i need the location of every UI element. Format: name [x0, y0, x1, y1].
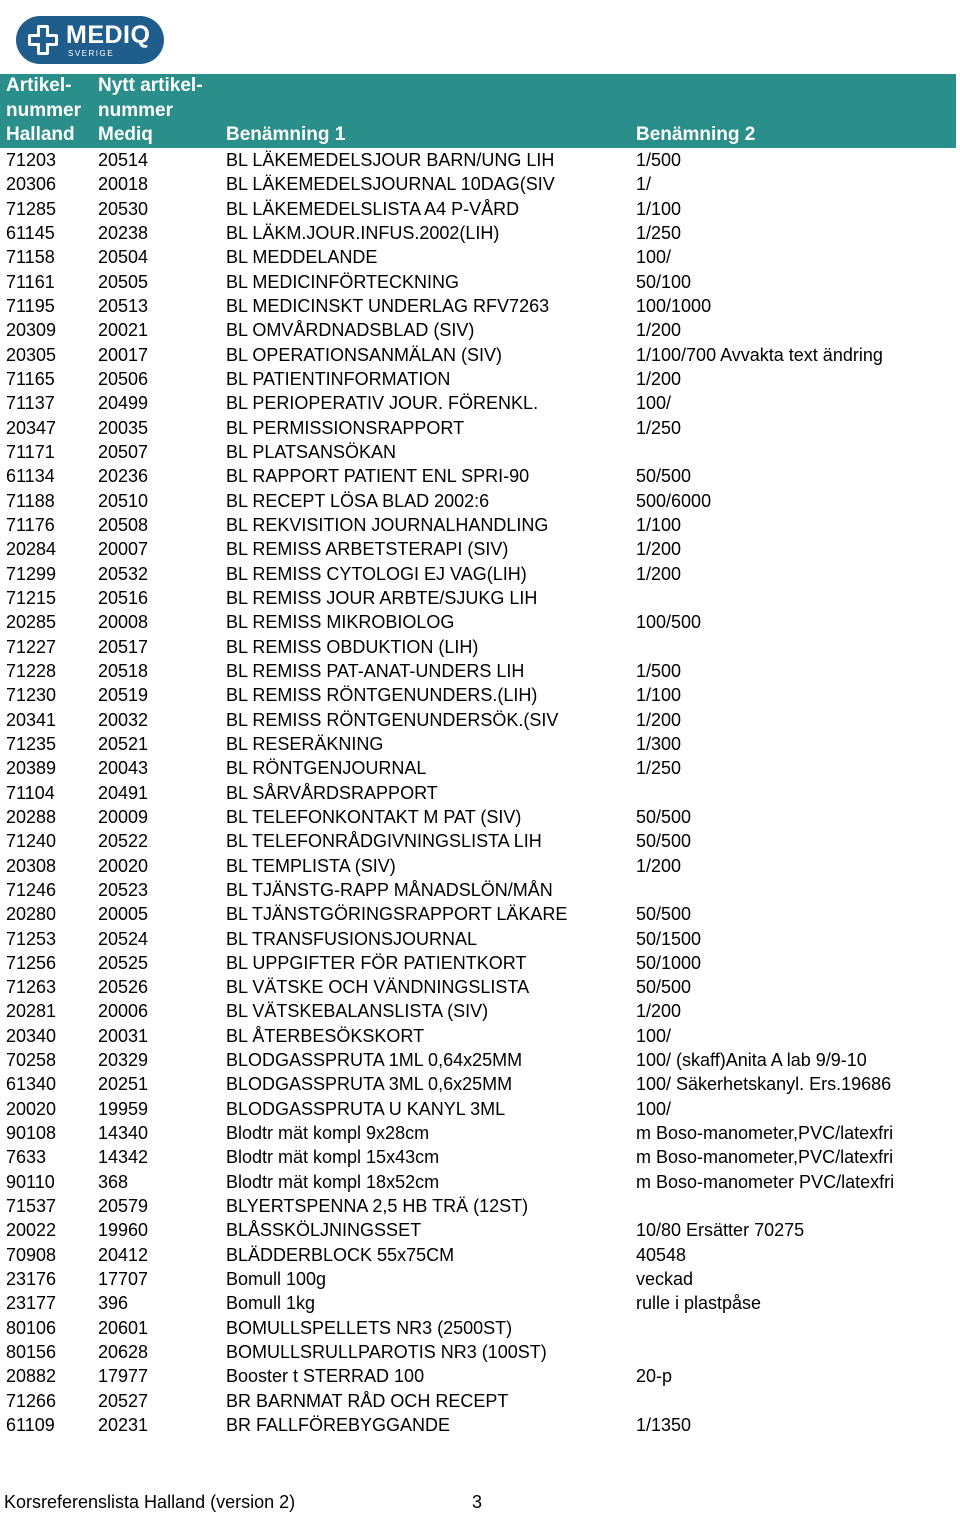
cell-artikelnummer-halland: 71228: [6, 660, 57, 681]
table-row: [0, 513, 960, 537]
table-row: [0, 878, 960, 902]
cell-artikelnummer-mediq: 20514: [98, 150, 149, 170]
cell-artikelnummer-halland: 20280: [6, 904, 57, 925]
cell-benamning-1: Blodtr mät kompl 15x43cm: [226, 1147, 440, 1168]
table-row: [0, 489, 960, 513]
cell-benamning-2: veckad: [636, 1269, 694, 1290]
cell-artikelnummer-mediq: 20238: [98, 222, 149, 243]
cell-artikelnummer-halland: 20389: [6, 758, 57, 779]
cell-benamning-1: BL REMISS CYTOLOGI EJ VAG(LIH): [226, 563, 527, 584]
cell-benamning-2: 1/250: [636, 417, 682, 438]
cell-benamning-2: 1/250: [636, 758, 682, 779]
cell-benamning-1: BL REKVISITION JOURNALHANDLING: [226, 514, 549, 535]
cell-artikelnummer-halland: 71246: [6, 879, 57, 900]
cell-benamning-1: BR BARNMAT RÅD OCH RECEPT: [226, 1390, 509, 1411]
cell-artikelnummer-halland: 71285: [6, 198, 57, 219]
cell-artikelnummer-mediq: 20491: [98, 782, 149, 803]
cell-artikelnummer-mediq: 368: [98, 1171, 129, 1192]
cell-artikelnummer-halland: 80156: [6, 1342, 57, 1363]
table-row: [0, 975, 960, 999]
cell-benamning-2: 50/500: [636, 904, 692, 925]
cell-artikelnummer-mediq: 20231: [98, 1415, 149, 1436]
cell-artikelnummer-mediq: 20505: [98, 271, 149, 292]
cell-artikelnummer-mediq: 20526: [98, 977, 149, 998]
cell-benamning-1: BLODGASSPRUTA U KANYL 3ML: [226, 1098, 506, 1119]
cell-artikelnummer-halland: 20347: [6, 417, 57, 438]
cell-artikelnummer-halland: 71161: [6, 271, 55, 292]
cell-artikelnummer-mediq: 20504: [98, 247, 149, 268]
table-row: [0, 999, 960, 1023]
cell-artikelnummer-mediq: 20506: [98, 368, 149, 389]
cell-benamning-2: 1/200: [636, 1001, 682, 1022]
page-number: 3: [472, 1492, 483, 1512]
cell-artikelnummer-halland: 7633: [6, 1147, 47, 1168]
cell-artikelnummer-halland: 90108: [6, 1123, 57, 1144]
table-row: [0, 343, 960, 367]
cell-benamning-1: Bomull 1kg: [226, 1293, 316, 1314]
cell-artikelnummer-halland: 80106: [6, 1317, 57, 1338]
cell-artikelnummer-mediq: 20530: [98, 198, 149, 219]
cell-benamning-2: 1/250: [636, 222, 682, 243]
cell-benamning-2: 1/200: [636, 539, 682, 560]
cell-artikelnummer-mediq: 20527: [98, 1390, 149, 1411]
header-artikelnummer-halland: Artikel- nummer Halland: [6, 75, 81, 145]
cell-benamning-1: BLODGASSPRUTA 1ML 0,64x25MM: [226, 1050, 523, 1071]
table-row: [0, 148, 960, 172]
cell-benamning-1: BL TEMPLISTA (SIV): [226, 855, 396, 876]
cell-artikelnummer-mediq: 20329: [98, 1050, 149, 1071]
cell-benamning-1: BL TRANSFUSIONSJOURNAL: [226, 928, 478, 949]
table-row: [0, 172, 960, 196]
cell-benamning-1: BL LÄKEMEDELSJOURNAL 10DAG(SIV: [226, 174, 555, 195]
cell-benamning-1: BLYERTSPENNA 2,5 HB TRÄ (12ST): [226, 1196, 529, 1217]
cell-benamning-1: BL RESERÄKNING: [226, 733, 384, 754]
cell-benamning-1: BL REMISS OBDUKTION (LIH): [226, 636, 479, 657]
table-row: [0, 1170, 960, 1194]
cell-benamning-2: rulle i plastpåse: [636, 1293, 762, 1314]
cell-artikelnummer-halland: 71176: [6, 514, 55, 535]
table-row: [0, 1048, 960, 1072]
header-benamning-1: Benämning 1: [226, 124, 346, 145]
cell-artikelnummer-mediq: 17707: [98, 1269, 149, 1290]
cell-artikelnummer-halland: 71299: [6, 563, 57, 584]
table-row: [0, 221, 960, 245]
cell-benamning-2: m Boso-manometer PVC/latexfri: [636, 1171, 895, 1192]
cell-benamning-1: BL LÄKEMEDELSLISTA A4 P-VÅRD: [226, 198, 520, 219]
cell-artikelnummer-halland: 71165: [6, 368, 55, 389]
cell-artikelnummer-halland: 61134: [6, 466, 55, 487]
cell-benamning-2: 100/: [636, 1098, 672, 1119]
cell-benamning-1: BL UPPGIFTER FÖR PATIENTKORT: [226, 952, 527, 973]
cell-benamning-2: 1/1350: [636, 1415, 692, 1436]
cell-benamning-1: Blodtr mät kompl 18x52cm: [226, 1171, 440, 1192]
table-body: [0, 148, 960, 1437]
cell-artikelnummer-halland: 20281: [6, 1001, 57, 1022]
table-row: [0, 367, 960, 391]
cell-benamning-2: 1/200: [636, 320, 682, 341]
cell-artikelnummer-mediq: 20021: [98, 320, 149, 341]
cell-artikelnummer-mediq: 20005: [98, 904, 149, 925]
cell-benamning-2: 1/100/700 Avvakta text ändring: [636, 344, 883, 365]
cell-benamning-1: Bomull 100g: [226, 1269, 327, 1290]
table-row: [0, 1389, 960, 1413]
cell-benamning-1: BL LÄKM.JOUR.INFUS.2002(LIH): [226, 222, 500, 243]
cell-benamning-1: BL MEDDELANDE: [226, 247, 378, 268]
cell-benamning-1: BL MEDICINFÖRTECKNING: [226, 271, 460, 292]
cell-artikelnummer-halland: 61340: [6, 1074, 57, 1095]
cell-benamning-2: m Boso-manometer,PVC/latexfri: [636, 1147, 894, 1168]
cell-benamning-2: 100/ Säkerhetskanyl. Ers.19686: [636, 1074, 892, 1095]
table-row: [0, 1194, 960, 1218]
cell-artikelnummer-mediq: 20516: [98, 587, 149, 608]
cell-benamning-1: BL REMISS RÖNTGENUNDERS.(LIH): [226, 685, 538, 706]
table-row: [0, 464, 960, 488]
cell-artikelnummer-halland: 20308: [6, 855, 57, 876]
table-row: [0, 294, 960, 318]
cell-benamning-2: 1/100: [636, 198, 682, 219]
cell-benamning-2: 50/500: [636, 806, 692, 827]
table-row: [0, 1267, 960, 1291]
table-row: [0, 1316, 960, 1340]
cell-benamning-2: 100/: [636, 1025, 672, 1046]
cell-artikelnummer-halland: 61109: [6, 1415, 55, 1436]
cell-artikelnummer-halland: 20340: [6, 1025, 57, 1046]
cell-benamning-1: BL REMISS PAT-ANAT-UNDERS LIH: [226, 660, 525, 681]
cell-artikelnummer-mediq: 20009: [98, 806, 149, 827]
cell-artikelnummer-mediq: 20521: [98, 733, 149, 754]
cell-artikelnummer-mediq: 20031: [98, 1025, 149, 1046]
cell-benamning-2: 1/500: [636, 150, 682, 170]
table-row: [0, 1243, 960, 1267]
table-row: [0, 1364, 960, 1388]
cell-benamning-2: 1/300: [636, 733, 682, 754]
table-row: [0, 318, 960, 342]
table-row: [0, 951, 960, 975]
cell-artikelnummer-halland: 70908: [6, 1244, 57, 1265]
cell-artikelnummer-mediq: 20532: [98, 563, 149, 584]
cell-benamning-2: 1/: [636, 174, 652, 195]
cell-artikelnummer-halland: 71263: [6, 977, 57, 998]
cell-artikelnummer-mediq: 19960: [98, 1220, 149, 1241]
cell-artikelnummer-halland: 71215: [6, 587, 57, 608]
cell-artikelnummer-halland: 71266: [6, 1390, 57, 1411]
cell-artikelnummer-halland: 71203: [6, 150, 57, 170]
cell-benamning-2: 100/: [636, 393, 672, 414]
table-row: [0, 562, 960, 586]
cell-artikelnummer-mediq: 20628: [98, 1342, 149, 1363]
cell-artikelnummer-mediq: 19959: [98, 1098, 149, 1119]
table-row: [0, 245, 960, 269]
cell-artikelnummer-mediq: 396: [98, 1293, 129, 1314]
cell-benamning-1: BL VÄTSKEBALANSLISTA (SIV): [226, 1001, 489, 1022]
table-row: [0, 1121, 960, 1145]
cell-artikelnummer-mediq: 20018: [98, 174, 149, 195]
cell-benamning-1: BL REMISS ARBETSTERAPI (SIV): [226, 539, 509, 560]
cell-artikelnummer-mediq: 20035: [98, 417, 149, 438]
cell-artikelnummer-halland: 70258: [6, 1050, 57, 1071]
cell-benamning-2: 40548: [636, 1244, 687, 1265]
cell-artikelnummer-halland: 23177: [6, 1293, 57, 1314]
cell-artikelnummer-halland: 71230: [6, 685, 57, 706]
table-row: [0, 1024, 960, 1048]
cell-benamning-2: 1/200: [636, 368, 682, 389]
cell-artikelnummer-mediq: 20518: [98, 660, 149, 681]
cell-benamning-2: 100/500: [636, 612, 702, 633]
cell-benamning-1: BLÅSSKÖLJNINGSSET: [226, 1220, 422, 1241]
cell-benamning-1: BL MEDICINSKT UNDERLAG RFV7263: [226, 295, 550, 316]
cell-artikelnummer-mediq: 20601: [98, 1317, 149, 1338]
cell-artikelnummer-mediq: 20251: [98, 1074, 149, 1095]
table-row: [0, 1072, 960, 1096]
table-row: [0, 781, 960, 805]
table-row: [0, 610, 960, 634]
cell-benamning-2: 1/500: [636, 660, 682, 681]
cell-benamning-2: 1/200: [636, 709, 682, 730]
cell-artikelnummer-halland: 71195: [6, 295, 55, 316]
table-row: [0, 829, 960, 853]
cell-artikelnummer-mediq: 20236: [98, 466, 149, 487]
cell-benamning-2: 50/500: [636, 831, 692, 852]
cell-artikelnummer-halland: 20020: [6, 1098, 57, 1119]
cell-benamning-1: BL VÄTSKE OCH VÄNDNINGSLISTA: [226, 977, 530, 998]
cell-benamning-1: BL RÖNTGENJOURNAL: [226, 758, 427, 779]
logo-brand: MEDIQ: [66, 20, 151, 49]
table-row: [0, 440, 960, 464]
table-row: [0, 1413, 960, 1437]
cell-artikelnummer-mediq: 20499: [98, 393, 149, 414]
cell-artikelnummer-halland: 20341: [6, 709, 57, 730]
table-row: [0, 537, 960, 561]
cell-benamning-2: 100/1000: [636, 295, 712, 316]
cell-benamning-1: BL REMISS JOUR ARBTE/SJUKG LIH: [226, 587, 538, 608]
cell-benamning-2: 100/: [636, 247, 672, 268]
cell-artikelnummer-halland: 71235: [6, 733, 57, 754]
cell-benamning-1: BL TJÄNSTGÖRINGSRAPPORT LÄKARE: [226, 904, 568, 925]
cell-benamning-1: BL OPERATIONSANMÄLAN (SIV): [226, 344, 503, 365]
table-row: [0, 1340, 960, 1364]
cell-benamning-1: BL PATIENTINFORMATION: [226, 368, 451, 389]
cell-artikelnummer-mediq: 20517: [98, 636, 149, 657]
cell-artikelnummer-mediq: 20008: [98, 612, 149, 633]
cell-artikelnummer-mediq: 20020: [98, 855, 149, 876]
cell-benamning-1: BL PLATSANSÖKAN: [226, 441, 397, 462]
cell-artikelnummer-halland: 20305: [6, 344, 57, 365]
table-row: [0, 902, 960, 926]
cell-artikelnummer-mediq: 17977: [98, 1366, 149, 1387]
cell-artikelnummer-mediq: 20519: [98, 685, 149, 706]
cell-benamning-1: BL LÄKEMEDELSJOUR BARN/UNG LIH: [226, 150, 555, 170]
cell-benamning-1: BL TELEFONRÅDGIVNINGSLISTA LIH: [226, 831, 542, 852]
cell-artikelnummer-halland: 23176: [6, 1269, 57, 1290]
table-row: [0, 732, 960, 756]
cell-benamning-1: BL PERMISSIONSRAPPORT: [226, 417, 465, 438]
cell-benamning-2: 1/200: [636, 855, 682, 876]
cell-artikelnummer-mediq: 20510: [98, 490, 149, 511]
cell-artikelnummer-mediq: 20032: [98, 709, 149, 730]
table-row: [0, 391, 960, 415]
header-nytt-artikelnummer-mediq: Nytt artikel- nummer Mediq: [98, 75, 203, 145]
cell-benamning-1: BR FALLFÖREBYGGANDE: [226, 1415, 451, 1436]
cell-artikelnummer-halland: 71227: [6, 636, 57, 657]
cell-benamning-1: BL OMVÅRDNADSBLAD (SIV): [226, 320, 475, 341]
table-row: [0, 270, 960, 294]
table-row: [0, 635, 960, 659]
table-row: [0, 416, 960, 440]
logo-subtitle: SVERIGE: [68, 48, 115, 58]
cell-artikelnummer-halland: 71171: [6, 441, 55, 462]
cell-artikelnummer-halland: 20022: [6, 1220, 57, 1241]
cell-artikelnummer-halland: 20309: [6, 320, 57, 341]
cell-benamning-2: 1/200: [636, 563, 682, 584]
cell-artikelnummer-mediq: 20507: [98, 441, 149, 462]
cell-artikelnummer-halland: 71104: [6, 782, 55, 803]
cell-benamning-1: BLÄDDERBLOCK 55x75CM: [226, 1244, 455, 1265]
cell-artikelnummer-halland: 20285: [6, 612, 57, 633]
table-row: [0, 854, 960, 878]
cell-artikelnummer-mediq: 20523: [98, 879, 149, 900]
cell-artikelnummer-mediq: 14340: [98, 1123, 149, 1144]
cell-artikelnummer-halland: 71253: [6, 928, 57, 949]
mediq-logo: [16, 16, 164, 64]
cell-artikelnummer-mediq: 20006: [98, 1001, 149, 1022]
table-row: [0, 708, 960, 732]
cell-benamning-1: BL REMISS MIKROBIOLOG: [226, 612, 455, 633]
cell-benamning-2: 10/80 Ersätter 70275: [636, 1220, 805, 1241]
cell-benamning-1: BL TJÄNSTG-RAPP MÅNADSLÖN/MÅN: [226, 879, 553, 900]
cell-benamning-1: Blodtr mät kompl 9x28cm: [226, 1123, 430, 1144]
cell-artikelnummer-halland: 71188: [6, 490, 55, 511]
cell-benamning-2: 500/6000: [636, 490, 712, 511]
cell-benamning-2: 50/1000: [636, 952, 702, 973]
cell-benamning-1: BL REMISS RÖNTGENUNDERSÖK.(SIV: [226, 709, 559, 730]
cell-benamning-2: 100/ (skaff)Anita A lab 9/9-10: [636, 1050, 867, 1071]
cell-benamning-1: BL RAPPORT PATIENT ENL SPRI-90: [226, 466, 530, 487]
cell-benamning-2: 1/100: [636, 514, 682, 535]
table-header: [0, 74, 956, 148]
cell-benamning-2: 20-p: [636, 1366, 673, 1387]
cell-artikelnummer-mediq: 20579: [98, 1196, 149, 1217]
cell-benamning-1: Booster t STERRAD 100: [226, 1366, 425, 1387]
cell-artikelnummer-halland: 71256: [6, 952, 57, 973]
cell-benamning-1: BL TELEFONKONTAKT M PAT (SIV): [226, 806, 522, 827]
cell-artikelnummer-mediq: 14342: [98, 1147, 149, 1168]
cell-artikelnummer-halland: 61145: [6, 222, 55, 243]
table-row: [0, 1291, 960, 1315]
cell-benamning-1: BOMULLSPELLETS NR3 (2500ST): [226, 1317, 513, 1338]
cell-artikelnummer-mediq: 20524: [98, 928, 149, 949]
cell-benamning-2: m Boso-manometer,PVC/latexfri: [636, 1123, 894, 1144]
table-row: [0, 1097, 960, 1121]
cell-artikelnummer-halland: 71158: [6, 247, 55, 268]
medical-cross-icon: [26, 23, 60, 57]
cell-benamning-2: 50/1500: [636, 928, 702, 949]
footer-title: Korsreferenslista Halland (version 2): [4, 1492, 296, 1512]
table-row: [0, 805, 960, 829]
cell-artikelnummer-halland: 90110: [6, 1171, 55, 1192]
cell-benamning-1: BL ÅTERBESÖKSKORT: [226, 1025, 425, 1046]
cell-benamning-2: 1/100: [636, 685, 682, 706]
cell-artikelnummer-mediq: 20522: [98, 831, 149, 852]
cell-artikelnummer-halland: 71240: [6, 831, 57, 852]
cell-benamning-1: BOMULLSRULLPAROTIS NR3 (100ST): [226, 1342, 547, 1363]
cell-artikelnummer-halland: 20288: [6, 806, 57, 827]
cell-artikelnummer-halland: 20882: [6, 1366, 57, 1387]
cell-benamning-1: BLODGASSPRUTA 3ML 0,6x25MM: [226, 1074, 513, 1095]
table-row: [0, 659, 960, 683]
cell-artikelnummer-mediq: 20525: [98, 952, 149, 973]
cell-benamning-2: 50/500: [636, 466, 692, 487]
table-row: [0, 586, 960, 610]
table-row: [0, 683, 960, 707]
cell-artikelnummer-halland: 20284: [6, 539, 57, 560]
table-row: [0, 1145, 960, 1169]
cell-artikelnummer-mediq: 20017: [98, 344, 149, 365]
table-row: [0, 197, 960, 221]
header-benamning-2: Benämning 2: [636, 124, 756, 145]
cell-artikelnummer-mediq: 20513: [98, 295, 149, 316]
cell-benamning-1: BL PERIOPERATIV JOUR. FÖRENKL.: [226, 393, 539, 414]
cell-artikelnummer-mediq: 20412: [98, 1244, 149, 1265]
table-row: [0, 756, 960, 780]
cell-artikelnummer-mediq: 20043: [98, 758, 149, 779]
cell-benamning-2: 50/500: [636, 977, 692, 998]
cell-benamning-1: BL SÅRVÅRDSRAPPORT: [226, 782, 438, 803]
cell-benamning-2: 50/100: [636, 271, 692, 292]
cell-artikelnummer-halland: 20306: [6, 174, 57, 195]
cell-artikelnummer-mediq: 20508: [98, 514, 149, 535]
table-row: [0, 1218, 960, 1242]
cell-artikelnummer-mediq: 20007: [98, 539, 149, 560]
cell-benamning-1: BL RECEPT LÖSA BLAD 2002:6: [226, 490, 490, 511]
cell-artikelnummer-halland: 71137: [6, 393, 55, 414]
cell-artikelnummer-halland: 71537: [6, 1196, 57, 1217]
table-row: [0, 927, 960, 951]
